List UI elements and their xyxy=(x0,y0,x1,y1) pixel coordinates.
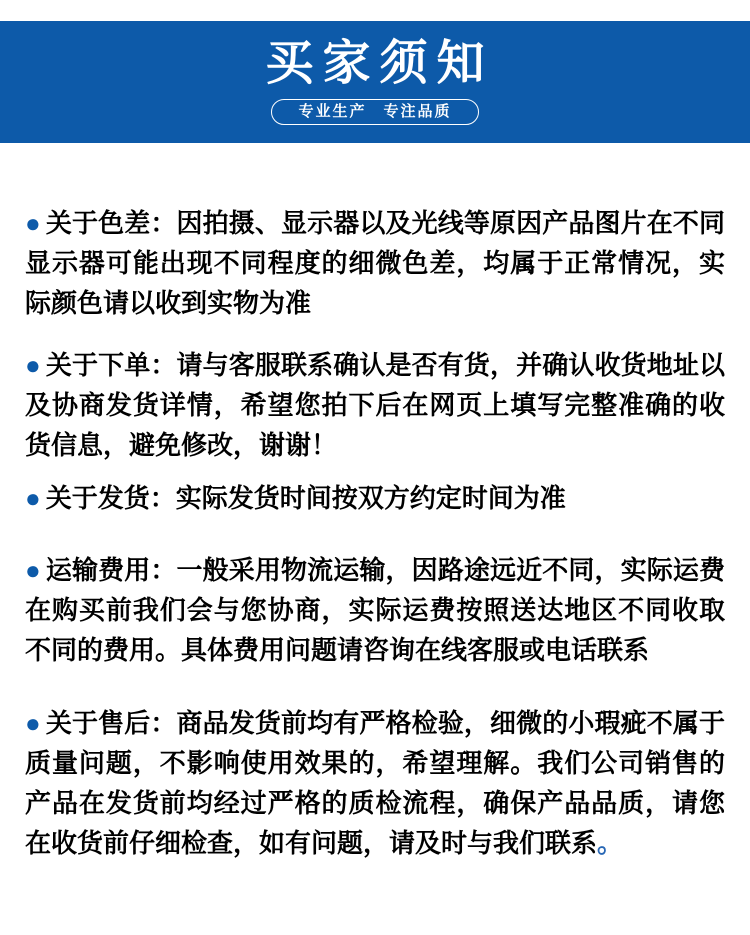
section-body: 请与客服联系确认是否有货，并确认收货地址以及协商发货详情，希望您拍下后在网页上填写完整准确的收货信息，避免修改，谢谢！ xyxy=(25,350,725,460)
bullet-icon: ● xyxy=(25,483,41,513)
section-heading: 关于下单： xyxy=(45,350,177,380)
section-body: 商品发货前均有严格检验，细微的小瑕疵不属于质量问题，不影响使用效果的，希望理解。我们公司销售的产品在发货前均经过严格的质检流程，确保产品品质，请您在收货前仔细检查，如有问题，请及时与我们联系 xyxy=(25,708,725,858)
section-heading: 关于售后： xyxy=(45,708,177,738)
bullet-icon: ● xyxy=(25,350,41,380)
section-heading: 关于色差： xyxy=(45,208,177,238)
section-freight xyxy=(25,550,725,670)
page-title: 买家须知 xyxy=(265,37,494,91)
bullet-icon: ● xyxy=(25,208,41,238)
section-shipping xyxy=(25,478,725,518)
section-body-period: 。 xyxy=(597,828,624,858)
section-body: 一般采用物流运输，因路途远近不同，实际运费在购买前我们会与您协商，实际运费按照送达地区不同收取不同的费用。具体费用问题请咨询在线客服或电话联系 xyxy=(25,555,725,665)
section-ordering xyxy=(25,345,725,465)
section-body: 因拍摄、显示器以及光线等原因产品图片在不同显示器可能出现不同程度的细微色差，均属于正常情况，实际颜色请以收到实物为准 xyxy=(25,208,725,318)
section-heading: 关于发货： xyxy=(45,483,176,513)
section-body: 实际发货时间按双方约定时间为准 xyxy=(175,483,566,513)
section-after-sales xyxy=(25,703,725,863)
bullet-icon: ● xyxy=(25,555,41,585)
section-color-difference xyxy=(25,203,725,323)
bullet-icon: ● xyxy=(25,708,41,738)
section-heading: 运输费用： xyxy=(45,555,177,585)
header-banner xyxy=(0,21,750,143)
tagline-pill: 专业生产 专注品质 xyxy=(271,99,478,125)
notice-content xyxy=(0,203,750,863)
